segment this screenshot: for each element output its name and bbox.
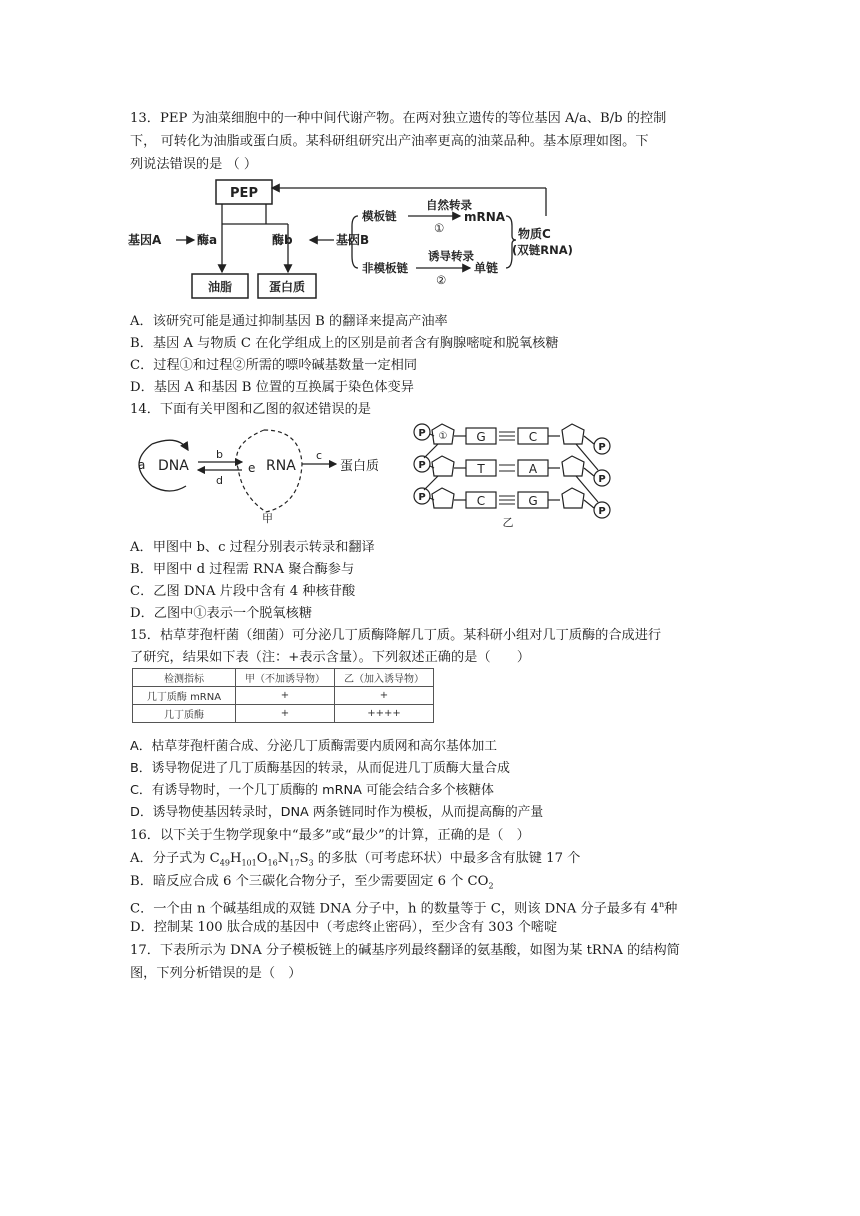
- table-cell: +: [236, 687, 335, 705]
- table-cell: 几丁质酶 mRNA: [133, 687, 236, 705]
- q16-c-text: 种: [664, 901, 678, 917]
- q15-option-c: C．有诱导物时，一个几丁质酶的 mRNA 可能会结合多个核糖体: [130, 783, 494, 798]
- q13-pathway-diagram: [126, 176, 596, 304]
- enzyme-a-label: 酶a: [197, 233, 218, 247]
- q14-option-a: A．甲图中 b、c 过程分别表示转录和翻译: [130, 540, 375, 555]
- label-b: b: [216, 448, 223, 461]
- gene-a-label: 基因A: [128, 233, 162, 247]
- superscript: n: [659, 900, 665, 909]
- dsrna-label: (双链RNA): [512, 243, 573, 257]
- step-2-label: ②: [436, 273, 447, 287]
- table-cell: +: [236, 705, 335, 723]
- phosphate-label: P: [418, 428, 426, 439]
- enzyme-b-label: 酶b: [272, 233, 293, 247]
- table-cell: ++++: [335, 705, 434, 723]
- q17-stem-line-1: 17．下表所示为 DNA 分子模板链上的碱基序列最终翻译的氨基酸，如图为某 tRNA 的结构简: [130, 943, 680, 958]
- subscript: 2: [488, 881, 494, 891]
- q13-option-d: D．基因 A 和基因 B 位置的互换属于染色体变异: [130, 380, 414, 395]
- q16-option-c: [130, 895, 677, 919]
- q16-a-text: A．分子式为 C: [130, 851, 220, 866]
- q14-option-b: B．甲图中 d 过程需 RNA 聚合酶参与: [130, 562, 355, 577]
- label-c: c: [316, 449, 323, 462]
- base-label: G: [476, 430, 486, 444]
- q16-option-b: [130, 872, 494, 897]
- base-label: C: [528, 430, 538, 444]
- q16-a-text: H: [229, 851, 242, 866]
- table-row: [133, 705, 434, 723]
- phosphate-label: P: [598, 506, 606, 517]
- label-a: a: [138, 458, 146, 472]
- phosphate-label: P: [418, 460, 426, 471]
- q13-option-a: A．该研究可能是通过抑制基因 B 的翻译来提高产油率: [130, 314, 448, 329]
- q13-stem-line-3: 列说法错误的是 （ ）: [130, 157, 258, 172]
- figure-jia-caption: 甲: [262, 512, 273, 524]
- induced-transcription-label: 诱导转录: [428, 249, 474, 263]
- q15-stem-line-1: 15．枯草芽孢杆菌（细菌）可分泌几丁质酶降解几丁质。某科研小组对几丁质酶的合成进行: [130, 628, 662, 643]
- rna-label: RNA: [266, 458, 296, 474]
- figure-yi-caption: 乙: [502, 516, 514, 529]
- subscript: 49: [219, 858, 230, 868]
- mrna-label: mRNA: [464, 210, 506, 224]
- q16-a-text: 的多肽（可考虑环状）中最多含有肽键 17 个: [313, 851, 581, 866]
- nontemplate-strand-label: 非模板链: [362, 261, 408, 275]
- q14-option-c: C．乙图 DNA 片段中含有 4 种核苷酸: [130, 584, 356, 599]
- q13-stem-line-1: 13．PEP 为油菜细胞中的一种中间代谢产物。在两对独立遗传的等位基因 A/a、B/b 的控制: [130, 111, 667, 126]
- protein-product-label: 蛋白质: [340, 459, 380, 474]
- phosphate-label: P: [598, 442, 606, 453]
- label-e: e: [248, 461, 256, 475]
- base-label: G: [528, 494, 538, 508]
- table-cell: 几丁质酶: [133, 705, 236, 723]
- table-header-cell: 甲（不加诱导物）: [236, 669, 335, 687]
- protein-label: 蛋白质: [268, 280, 306, 294]
- phosphate-label: P: [598, 474, 606, 485]
- gene-b-label: 基因B: [336, 233, 370, 247]
- q16-a-text: S: [299, 851, 309, 866]
- q15-option-d: D．诱导物使基因转录时，DNA 两条链同时作为模板，从而提高酶的产量: [130, 805, 544, 820]
- q13-stem-line-2: 下， 可转化为油脂或蛋白质。某科研组研究出产油率更高的油菜品种。基本原理如图。下: [130, 134, 649, 149]
- base-label: A: [528, 462, 538, 476]
- q16-a-text: O: [256, 851, 268, 866]
- q13-option-b: B．基因 A 与物质 C 在化学组成上的区别是前者含有胸腺嘧啶和脱氧核糖: [130, 336, 559, 351]
- template-strand-label: 模板链: [362, 209, 397, 223]
- step-1-label: ①: [434, 221, 445, 235]
- subscript: 16: [267, 858, 278, 868]
- natural-transcription-label: 自然转录: [426, 198, 472, 212]
- table-header-cell: 乙（加入诱导物）: [335, 669, 434, 687]
- q15-option-a: A．枯草芽孢杆菌合成、分泌几丁质酶需要内质网和高尔基体加工: [130, 739, 498, 754]
- base-label: C: [476, 494, 486, 508]
- q17-stem-line-2: 图，下列分析错误的是（ ）: [130, 966, 302, 981]
- q16-a-text: N: [277, 851, 290, 866]
- q15-result-table: [132, 668, 434, 723]
- base-label: T: [477, 462, 485, 476]
- q16-stem: 16．以下关于生物学现象中“最多”或“最少”的计算，正确的是（ ）: [130, 828, 530, 843]
- substance-c-label: 物质C: [518, 227, 551, 241]
- dna-label: DNA: [158, 458, 189, 474]
- pep-label: PEP: [230, 186, 258, 201]
- q16-option-d: D．控制某 100 肽合成的基因中（考虑终止密码），至少含有 303 个嘧啶: [130, 920, 558, 935]
- subscript: 101: [241, 858, 257, 868]
- oil-label: 油脂: [207, 280, 233, 294]
- q15-option-b: B．诱导物促进了几丁质酶基因的转录，从而促进几丁质酶大量合成: [130, 761, 510, 776]
- table-row: [133, 687, 434, 705]
- single-strand-label: 单链: [474, 261, 499, 275]
- q15-stem-line-2: 了研究，结果如下表（注：+表示含量）。下列叙述正确的是（ ）: [130, 650, 531, 665]
- table-header-row: [133, 669, 434, 687]
- q16-option-a: [130, 849, 580, 874]
- q14-figure-yi: [408, 418, 618, 530]
- q16-b-text: B．暗反应合成 6 个三碳化合物分子，至少需要固定 6 个 CO: [130, 874, 489, 889]
- q14-figure-jia: [130, 424, 400, 524]
- q14-option-d: D．乙图中①表示一个脱氧核糖: [130, 606, 313, 621]
- phosphate-label: P: [418, 492, 426, 503]
- table-header-cell: 检测指标: [133, 669, 236, 687]
- q14-stem: 14．下面有关甲图和乙图的叙述错误的是: [130, 402, 371, 417]
- subscript: 3: [308, 858, 314, 868]
- subscript: 17: [289, 858, 300, 868]
- circle-1-label: ①: [438, 431, 448, 442]
- label-d: d: [216, 474, 223, 487]
- table-cell: +: [335, 687, 434, 705]
- q16-c-text: C．一个由 n 个碱基组成的双链 DNA 分子中，h 的数量等于 C，则该 DNA 分子最多有 4: [130, 901, 659, 917]
- q13-option-c: C．过程①和过程②所需的嘌呤碱基数量一定相同: [130, 358, 418, 373]
